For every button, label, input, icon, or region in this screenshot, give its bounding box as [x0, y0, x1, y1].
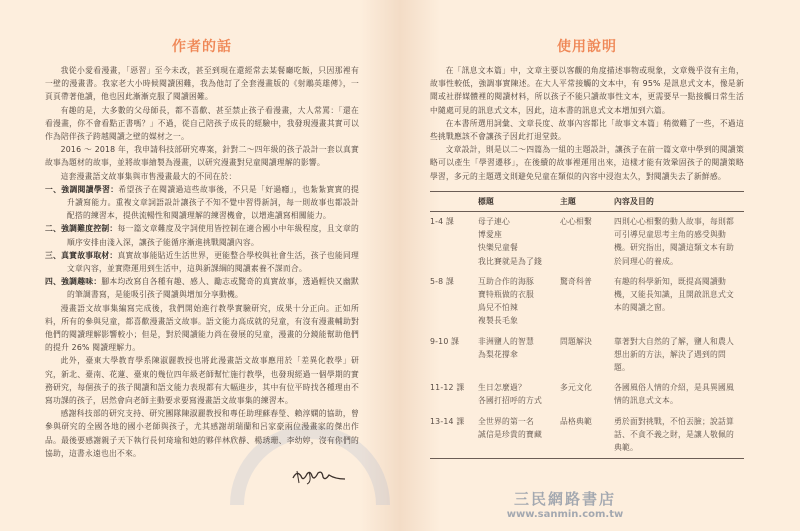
paragraph: 感謝科技部的研究支持、研究團隊陳淑麗教授和專任助理蘇春瑩、賴淳嫻的協助，曾參與研究的全國各地的國小老師與孩子，尤其感謝胡瑞蘭和呂家豪兩位漫畫家的傑出作品。最後要感謝親子天下執行長何琦瑜和她的夥伴林欣靜、楊琇珊、李幼婷，沒有你們的協助，這書永遠也出不來。	[45, 409, 359, 458]
lesson-cell: 5-8 課	[430, 276, 455, 286]
table-row	[430, 272, 744, 332]
paragraph: 我從小愛看漫畫，「惡習」至今未改，甚至到現在還經常去某餐廳吃飯，只因那裡有一壁的漫畫書。我家老大小時候閱讀困難，我為他訂了全套漫畫版的《射鵰英雄傳》，一頁頁帶著他讀，他也因此漸漸克服了閱讀困難。	[45, 66, 359, 102]
header-theme: 主題	[560, 191, 614, 211]
lesson-cell: 1-4 課	[430, 217, 455, 227]
content-cell: 勇於面對挑戰，不怕丟臉；說話算話、不貪不義之財，是讓人敬佩的典範。	[614, 412, 744, 459]
list-item	[45, 275, 359, 301]
list-item-text: 希望孩子在閱讀過這些故事後，不只是「好過癮」，也紮紮實實的提升讀寫能力。重複文章詞語設計讓孩子不知不覺中習得新詞，每一則故事也都設計配搭的練習本，提供流暢性和閱讀理解的練習機會，以增進讀寫相關能力。	[67, 184, 359, 221]
author-note-body	[45, 64, 359, 460]
header-content: 內容及目的	[614, 191, 744, 211]
list-item-label: 三、真實故事取材：	[45, 250, 118, 260]
list-item-text: 腳本均改寫自各種有趣、感人、勵志或驚奇的真實故事，透過輕快又幽默的筆調書寫，是能吸引孩子閱讀與增加分享動機。	[67, 277, 359, 300]
table-row	[430, 378, 744, 411]
header-lesson	[430, 191, 478, 211]
table-row	[430, 212, 744, 272]
titles-cell: 非洲鹽人的智慧 為梨花撐傘	[478, 336, 534, 359]
right-page	[400, 0, 800, 531]
titles-cell: 生日怎麼過？ 各國打招呼的方式	[478, 383, 542, 406]
paragraph: 文章設計，則是以二～四篇為一組的主題設計，讓孩子在前一篇文章中學到的閱讀策略可以產生「學習遷移」，在後續的故事裡運用出來，這樣才能有效鞏固孩子的閱讀策略學習，多元的主題選文則避免兒童在類似的內容中浸泡太久，對閱讀失去了新鮮感。	[430, 145, 744, 181]
paragraph: 有趣的是，大多數的父母師長，都不喜歡、甚至禁止孩子看漫畫，大人常罵：「還在看漫畫，你不會看點正書嗎？」不過，從自己陪孩子成長的經驗中，我發現漫畫其實可以作為陪伴孩子跨越閱讀之壁的媒材之一。	[45, 105, 359, 142]
list-item-label: 一、強調閱讀學習：	[45, 184, 119, 194]
usage-title: 使用說明	[557, 39, 617, 55]
content-cell: 四則心心相繫的動人故事，每則都可引導兒童思考主角的感受與動機。研究指出，閱讀這類文本有助於同理心的養成。	[614, 217, 734, 266]
paragraph: 這套漫畫語文故事集與市售漫畫最大的不同在於：	[60, 171, 237, 181]
paragraph: 在本書所選用詞彙、文章長度、故事內容都比「故事文本篇」稍微難了一些，不過這些挑戰應該不會讓孩子因此打退堂鼓。	[430, 118, 744, 142]
paragraph: 漫畫語文故事集編寫完成後，我們開始進行教學實驗研究，成果十分正向。正如所料，所有的參與兒童，都喜歡漫畫語文故事。語文能力高成就的兒童，有沒有漫畫輔助對他們的閱讀理解影響較小；但是，對於閱讀能力尚在發展的兒童，漫畫的分鏡能幫助他們的提升 26% 閱讀理解力。	[45, 303, 359, 353]
list-item-text: 每一篇文章難度及字詞使用皆控制在適合國小中年級程度，且文章的順序安排由淺入深，讓孩子能循序漸進挑戰閱讀內容。	[67, 224, 359, 247]
list-item-label: 四、強調趣味：	[45, 277, 102, 287]
theme-cell: 多元文化	[560, 383, 592, 393]
lesson-cell: 13-14 課	[430, 412, 478, 459]
paragraph: 此外，臺東大學教育學系陳淑麗教授也將此漫畫語文故事應用於「差異化教學」研究，新北、臺南、花蓮、臺東的幾位四年級老師幫忙施行教學，也發現經過一個學期的實務研究，每個孩子的孩子閱讀和語文能力表現都有大幅進步，其中有位平時找各種理由不寫功課的孩子，居然會向老師主動要求要寫漫畫語文故事集的練習本。	[45, 356, 359, 406]
content-cell: 靠著對大自然的了解，鹽人和農人想出新的方法，解決了遇到的問題。	[614, 336, 734, 373]
list-item-label: 二、強調難度控制：	[45, 224, 118, 234]
list-item	[45, 222, 359, 248]
lesson-cell: 9-10 課	[430, 336, 460, 346]
watermark-url: www.sanmin.com.tw	[506, 509, 624, 520]
theme-cell: 驚奇科普	[560, 276, 592, 286]
author-note-title: 作者的話	[172, 39, 232, 55]
usage-body	[430, 64, 744, 183]
lesson-cell: 11-12 課	[430, 383, 465, 393]
table-row	[430, 332, 744, 379]
theme-cell: 問題解決	[560, 336, 592, 346]
lesson-table	[430, 191, 744, 459]
list-item	[45, 249, 359, 275]
theme-cell: 心心相繫	[560, 217, 592, 227]
paragraph: 2016 ～ 2018 年，我申請科技部研究專案，針對二～四年級的孩子設計一套以真實故事為題材的故事，並將故事繪製為漫畫，以研究漫畫對兒童閱讀理解的影響。	[45, 145, 359, 168]
theme-cell: 品格典範	[560, 412, 614, 459]
header-title: 標題	[478, 191, 560, 211]
titles-cell: 母子連心 博愛座 快樂兒童餐 我比賽就是為了錢	[478, 217, 542, 266]
list-item	[45, 183, 359, 223]
list-item-text: 真實故事能貼近生活世界，更能整合學校與社會生活，孩子也能同理文章內容，並實際運用到生活中，這與新課綱的閱讀素養不謀而合。	[67, 250, 359, 274]
content-cell: 各國風俗人情的介紹，是具異國風情的訊息式文本。	[614, 383, 734, 406]
titles-cell: 互助合作的海豚 寶特瓶做的衣服 鳥兒不怕辣 複製長毛象	[478, 276, 534, 326]
table-row	[430, 412, 744, 459]
feature-list	[45, 183, 359, 302]
watermark-name: 三民網路書店	[513, 490, 616, 508]
paragraph: 在「訊息文本篇」中，文章主要以客觀的角度描述事物或現象，文章幾乎沒有主角，故事性較低，強調事實陳述。在大人平常接觸的文本中，有 95% 是訊息式文本，像是新聞或社群媒體裡的閱讀材料，所以孩子不能只讀故事性文本，更需要早一點接觸日常生活中隨處可見的訊息式文本，因此，這本書的訊息式文本增加到六篇。	[430, 66, 744, 115]
watermark	[480, 490, 650, 521]
titles-cell: 全世界的第一名 誠信是珍貴的寶藏	[478, 412, 560, 459]
author-signature	[289, 466, 349, 488]
content-cell: 有趣的科學新知，既提高閱讀動機，又能長知識，且開啟訊息式文本的閱讀之窗。	[614, 276, 734, 313]
